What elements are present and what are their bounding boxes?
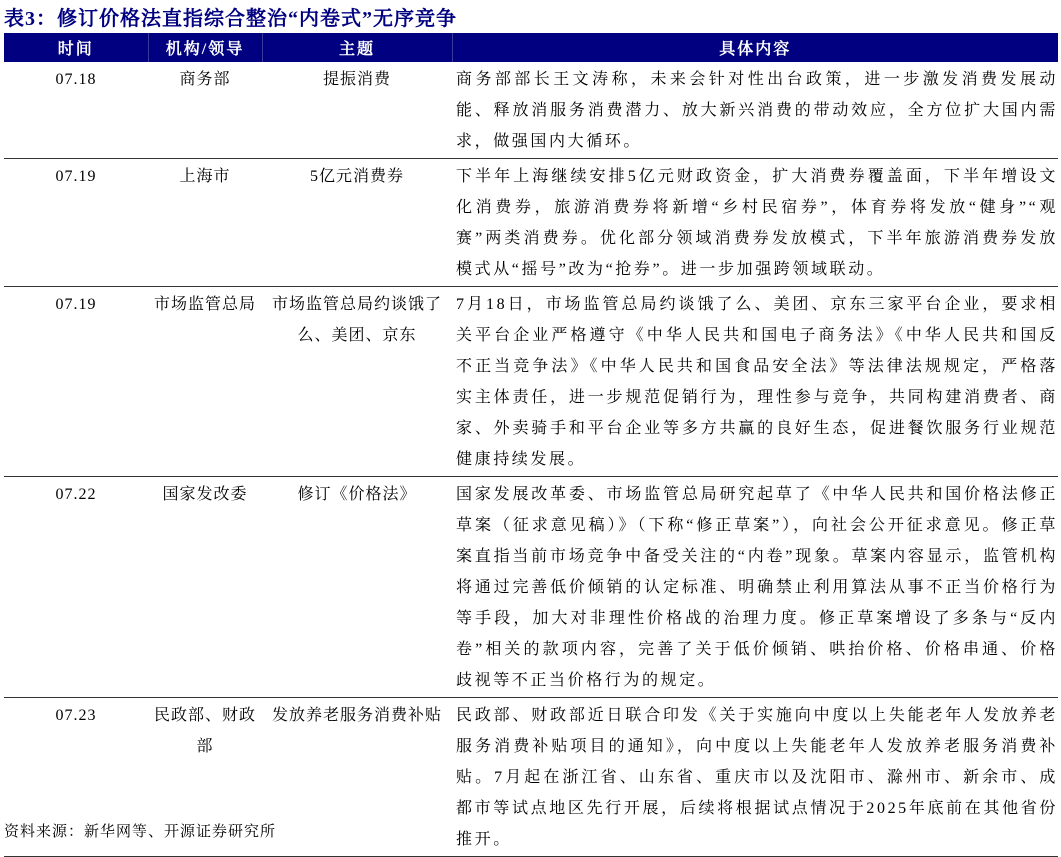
cell-org: 市场监管总局	[153, 296, 256, 313]
header-content: 具体内容	[452, 33, 1058, 62]
cell-content: 商务部部长王文涛称，未来会针对性出台政策，进一步激发消费发展动能、释放消服务消费潜力、放大新兴消费的带动效应，全方位扩大国内需求，做强国内大循环。	[456, 71, 1058, 150]
cell-topic: 5亿元消费券	[309, 168, 404, 185]
table-header	[4, 33, 1058, 62]
cell-content: 民政部、财政部近日联合印发《关于实施向中度以上失能老年人发放养老服务消费补贴项目的通知》，向中度以上失能老年人发放养老服务消费补贴。7月起在浙江省、山东省、重庆市以及沈阳市、滁州市、新余市、成都市等试点地区先行开展，后续将根据试点情况于2025年底前在其他省份推开。	[456, 707, 1058, 848]
cell-org: 上海市	[179, 168, 231, 185]
cell-date: 07.18	[55, 71, 97, 88]
header-topic: 主题	[262, 33, 452, 62]
source-note: 资料来源：新华网等、开源证券研究所	[4, 824, 277, 840]
table-row	[4, 159, 1058, 287]
cell-date: 07.23	[55, 707, 97, 724]
table-row	[4, 287, 1058, 477]
cell-org: 民政部、财政部	[153, 707, 256, 755]
cell-content: 下半年上海继续安排5亿元财政资金，扩大消费券覆盖面，下半年增设文化消费券，旅游消费券将新增“乡村民宿券”，体育券将发放“健身”“观赛”两类消费券。优化部分领域消费券发放模式，下半年旅游消费券发放模式从“摇号”改为“抢券”。进一步加强跨领域联动。	[456, 168, 1058, 278]
cell-date: 07.22	[55, 486, 97, 503]
cell-content: 国家发展改革委、市场监管总局研究起草了《中华人民共和国价格法修正草案（征求意见稿）》（下称“修正草案”），向社会公开征求意见。修正草案直指当前市场竞争中备受关注的“内卷”现象。草案内容显示，监管机构将通过完善低价倾销的认定标准、明确禁止利用算法从事不正当价格行为等手段，加大对非理性价格战的治理力度。修正草案增设了多条与“反内卷”相关的款项内容，完善了关于低价倾销、哄抬价格、价格串通、价格歧视等不正当价格行为的规定。	[456, 486, 1058, 689]
cell-date: 07.19	[55, 168, 97, 185]
cell-topic: 提振消费	[322, 71, 391, 88]
header-org: 机构/领导	[148, 33, 262, 62]
cell-content: 7月18日，市场监管总局约谈饿了么、美团、京东三家平台企业，要求相关平台企业严格遵守《中华人民共和国电子商务法》《中华人民共和国反不正当竞争法》《中华人民共和国食品安全法》等法律法规规定，严格落实主体责任，进一步规范促销行为，理性参与竞争，共同构建消费者、商家、外卖骑手和平台企业等多方共赢的良好生态，促进餐饮服务行业规范健康持续发展。	[456, 296, 1058, 468]
header-date: 时间	[4, 33, 148, 62]
cell-org: 国家发改委	[162, 486, 248, 503]
table-title: 表3：修订价格法直指综合整治“内卷式”无序竞争	[4, 8, 457, 30]
table-row	[4, 477, 1058, 698]
cell-topic: 修订《价格法》	[297, 486, 417, 503]
cell-topic: 市场监管总局约谈饿了么、美团、京东	[271, 296, 442, 344]
policy-table	[4, 33, 1058, 857]
cell-org: 商务部	[179, 71, 231, 88]
table-row	[4, 62, 1058, 159]
cell-date: 07.19	[55, 296, 97, 313]
cell-topic: 发放养老服务消费补贴	[271, 707, 442, 724]
